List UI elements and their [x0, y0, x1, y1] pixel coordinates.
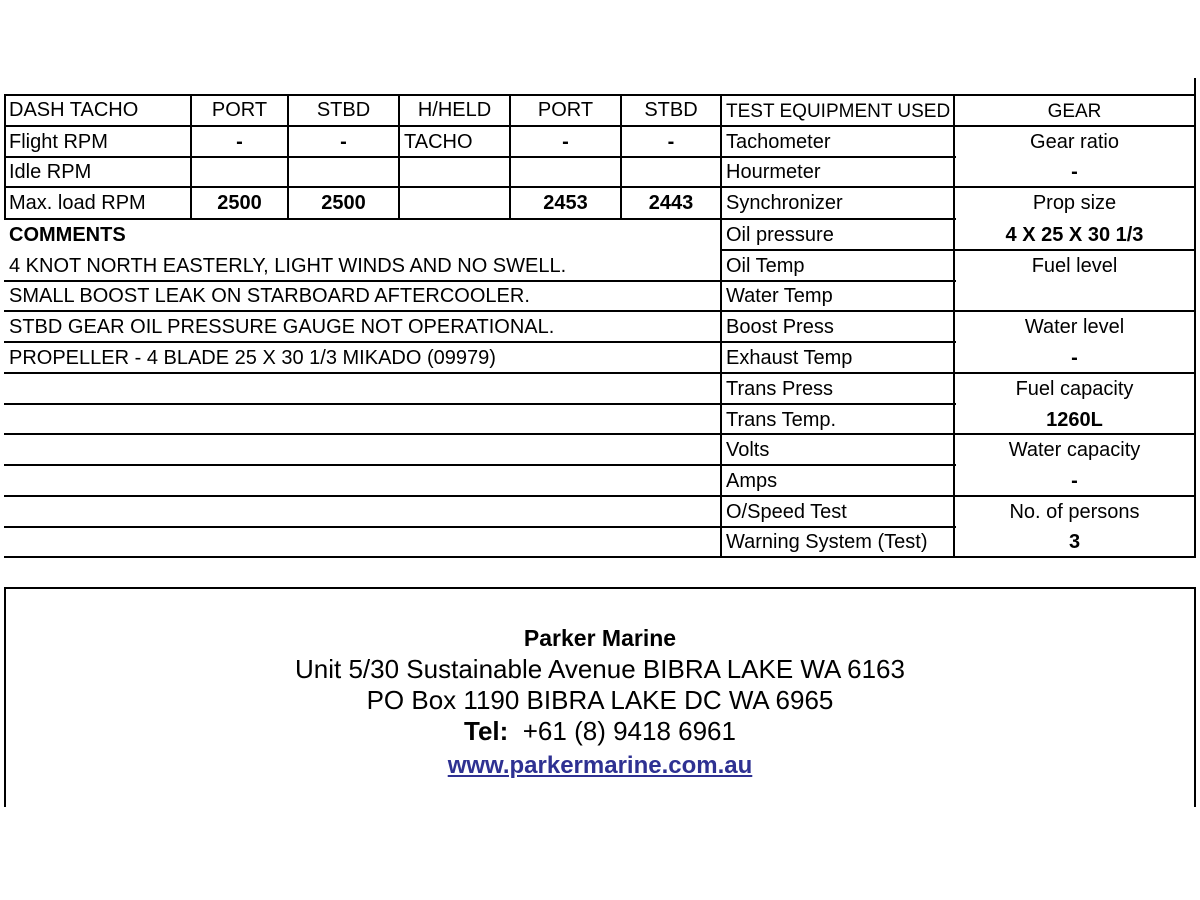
- test-equipment-item: Volts: [726, 439, 770, 461]
- website-link[interactable]: www.parkermarine.com.au: [447, 752, 753, 779]
- test-equipment-item: Oil pressure: [726, 224, 834, 246]
- header-port-2: PORT: [537, 99, 594, 121]
- test-equipment-item: Exhaust Temp: [726, 347, 853, 369]
- row-port2-value: 2453: [543, 192, 588, 214]
- comment-line: SMALL BOOST LEAK ON STARBOARD AFTERCOOLER.: [9, 285, 530, 307]
- postal-address: PO Box 1190 BIBRA LAKE DC WA 6965: [366, 685, 834, 715]
- gear-value: -: [1071, 470, 1078, 492]
- gear-value: -: [1071, 161, 1078, 183]
- gear-label: Fuel level: [1031, 255, 1118, 277]
- row-label: Max. load RPM: [9, 192, 146, 214]
- test-equipment-item: Boost Press: [726, 316, 834, 338]
- gear-label: Water level: [1024, 316, 1125, 338]
- row-hheld-value: TACHO: [404, 131, 473, 153]
- test-equipment-item: O/Speed Test: [726, 501, 847, 523]
- company-name: Parker Marine: [523, 625, 677, 651]
- row-port2-value: -: [562, 131, 569, 153]
- test-equipment-item: Oil Temp: [726, 255, 805, 277]
- gear-label: Prop size: [1032, 192, 1117, 214]
- test-equipment-item: Tachometer: [726, 131, 831, 153]
- comment-line: STBD GEAR OIL PRESSURE GAUGE NOT OPERATIONAL.: [9, 316, 555, 338]
- test-equipment-heading: TEST EQUIPMENT USED: [726, 101, 951, 122]
- row-label: Flight RPM: [9, 131, 108, 153]
- row-label: Idle RPM: [9, 161, 92, 183]
- header-dash-tacho: DASH TACHO: [9, 99, 139, 121]
- gear-value: 3: [1068, 531, 1081, 553]
- gear-label: No. of persons: [1009, 501, 1140, 523]
- test-equipment-item: Hourmeter: [726, 161, 821, 183]
- test-equipment-item: Trans Temp.: [726, 409, 837, 431]
- test-equipment-item: Water Temp: [726, 285, 833, 307]
- company-footer: [4, 587, 1196, 807]
- row-stbd-value: -: [340, 131, 347, 153]
- telephone-label: Tel:: [464, 716, 509, 746]
- gear-value: 1260L: [1046, 409, 1103, 431]
- row-stbd2-value: 2443: [648, 192, 694, 214]
- comment-line: PROPELLER - 4 BLADE 25 X 30 1/3 MIKADO (09979): [9, 347, 496, 369]
- street-address: Unit 5/30 Sustainable Avenue BIBRA LAKE WA 6163: [295, 654, 905, 684]
- row-stbd-value: 2500: [321, 192, 366, 214]
- row-port-value: -: [236, 131, 243, 153]
- gear-label: Water capacity: [1008, 439, 1141, 461]
- header-stbd-2: STBD: [644, 99, 698, 121]
- gear-value: 4 X 25 X 30 1/3: [1005, 224, 1144, 246]
- row-port-value: 2500: [217, 192, 262, 214]
- test-equipment-item: Warning System (Test): [726, 531, 928, 553]
- header-stbd: STBD: [316, 99, 371, 121]
- comment-line: 4 KNOT NORTH EASTERLY, LIGHT WINDS AND NO SWELL.: [9, 255, 567, 277]
- test-equipment-item: Synchronizer: [726, 192, 843, 214]
- test-equipment-item: Trans Press: [726, 378, 834, 400]
- telephone-line: [6, 716, 1194, 747]
- header-port: PORT: [211, 99, 268, 121]
- telephone-number: +61 (8) 9418 6961: [522, 716, 736, 746]
- gear-value: -: [1071, 347, 1078, 369]
- test-equipment-item: Amps: [726, 470, 778, 492]
- row-stbd2-value: -: [667, 131, 675, 153]
- header-hheld: H/HELD: [417, 99, 492, 121]
- gear-heading: GEAR: [1047, 101, 1102, 122]
- comments-heading: COMMENTS: [9, 224, 126, 246]
- gear-label: Gear ratio: [1030, 131, 1119, 153]
- gear-label: Fuel capacity: [1015, 378, 1134, 400]
